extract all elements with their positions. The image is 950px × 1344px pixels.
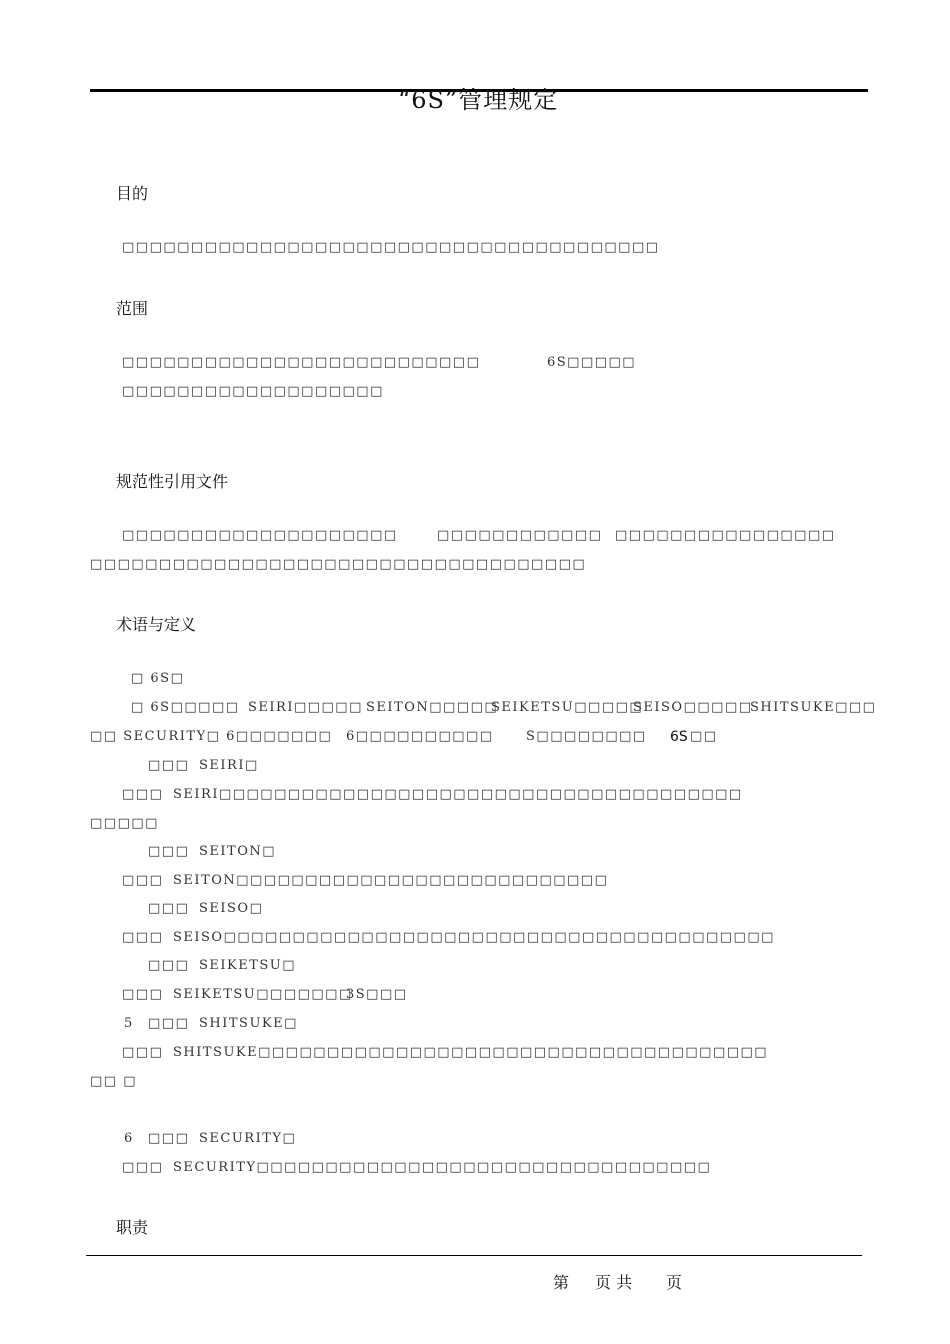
term-def-shitsuke: SHITSUKE□□□□□□□□□□□□□□□□□□□□□□□□□□□□□□□□□□□□□ [173, 1045, 769, 1060]
term-code: □□□ [148, 844, 190, 859]
term-def-code: □□□ [122, 1160, 164, 1175]
page-title: “6S”管理规定 [398, 86, 559, 114]
term-def-code: □□□ [122, 1045, 164, 1060]
term-6s-definition2-c: S□□□□□□□□ [526, 729, 647, 744]
term-def-seiri: SEIRI□□□□□□□□□□□□□□□□□□□□□□□□□□□□□□□□□□□□□□ [173, 787, 743, 802]
references-text-line1c: □□□□□□□□□□□□□□□□ [615, 528, 836, 543]
term-code: □□□ [148, 758, 190, 773]
term-name-seiri: SEIRI□ [199, 758, 259, 773]
term-def-code: □□□ [122, 930, 164, 945]
term-def-seiso: SEISO□□□□□□□□□□□□□□□□□□□□□□□□□□□□□□□□□□□□□□□□ [173, 930, 775, 945]
section-heading-purpose: 目的 [116, 184, 149, 203]
term-6s-definition-a: □ 6S□□□□□ [131, 700, 240, 715]
footer-rule [86, 1255, 862, 1256]
references-text-line2: □□□□□□□□□□□□□□□□□□□□□□□□□□□□□□□□□□□□ [90, 557, 587, 572]
term-def-seiton: SEITON□□□□□□□□□□□□□□□□□□□□□□□□□□□ [173, 873, 609, 888]
term-name-seiketsu: SEIKETSU□ [199, 958, 297, 973]
term-code: □□□ [148, 901, 190, 916]
term-6s-definition-f: SHITSUKE□□□ [750, 700, 877, 715]
term-def-seiketsu-2: 3S□□□ [346, 987, 408, 1002]
term-number: 5 [124, 1016, 134, 1031]
term-code: □□□ [148, 1016, 190, 1031]
term-6s-definition-b: SEIRI□□□□□ [248, 700, 363, 715]
term-6s-definition-c: SEITON□□□□□ [366, 700, 499, 715]
term-6s-definition2-d: 6S [670, 729, 688, 745]
footer-of-label: 页 共 [595, 1273, 633, 1292]
section-heading-scope: 范围 [116, 299, 149, 318]
references-text-line1a: □□□□□□□□□□□□□□□□□□□□ [122, 528, 398, 543]
section-heading-terms: 术语与定义 [116, 615, 197, 634]
term-6s-definition2-a: □□ SECURITY□ 6□□□□□□□ [90, 729, 333, 744]
term-6s-definition2-e: □□ [690, 729, 718, 744]
term-def-shitsuke-cont: □□ □ [90, 1074, 137, 1089]
term-def-code: □□□ [122, 987, 164, 1002]
term-def-security: SECURITY□□□□□□□□□□□□□□□□□□□□□□□□□□□□□□□□□ [173, 1160, 712, 1175]
term-name-security: SECURITY□ [199, 1131, 297, 1146]
section-heading-duties: 职责 [116, 1218, 149, 1237]
scope-text-line1a: □□□□□□□□□□□□□□□□□□□□□□□□□□ [122, 355, 481, 370]
term-def-seiri-cont: □□□□□ [90, 816, 159, 831]
scope-text-line2: □□□□□□□□□□□□□□□□□□□ [122, 384, 384, 399]
term-def-code: □□□ [122, 787, 164, 802]
term-code: □□□ [148, 958, 190, 973]
purpose-text: □□□□□□□□□□□□□□□□□□□□□□□□□□□□□□□□□□□□□□□ [122, 240, 660, 255]
section-heading-references: 规范性引用文件 [116, 472, 229, 491]
footer-page-label: 第 [553, 1273, 570, 1292]
footer-total-label: 页 [666, 1273, 683, 1292]
term-name-seiso: SEISO□ [199, 901, 264, 916]
references-text-line1b: □□□□□□□□□□□□ [437, 528, 603, 543]
term-number: 6 [124, 1131, 134, 1146]
term-def-code: □□□ [122, 873, 164, 888]
term-6s-definition2-b: 6□□□□□□□□□□ [346, 729, 494, 744]
term-name-seiton: SEITON□ [199, 844, 277, 859]
scope-text-line1b: 6S□□□□□ [547, 355, 637, 370]
term-code: □□□ [148, 1131, 190, 1146]
term-name-shitsuke: SHITSUKE□ [199, 1016, 298, 1031]
term-6s-definition-e: SEISO□□□□□ [633, 700, 753, 715]
term-6s-definition-d: SEIKETSU□□□□□ [491, 700, 644, 715]
term-6s-label: □ 6S□ [131, 671, 185, 686]
term-def-seiketsu: SEIKETSU□□□□□□□ [173, 987, 353, 1002]
